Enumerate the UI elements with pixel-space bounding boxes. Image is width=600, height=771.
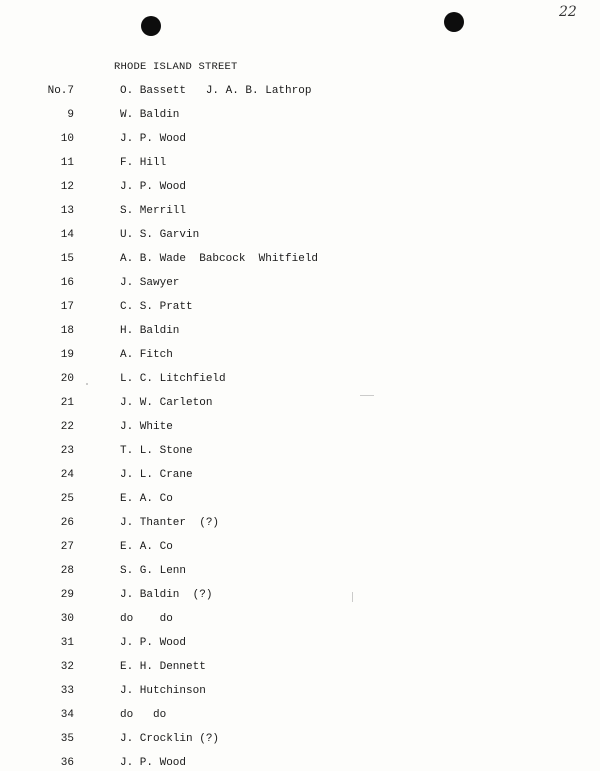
- house-number: 18: [60, 325, 74, 337]
- house-number: 9: [67, 109, 74, 121]
- house-number: 28: [60, 565, 74, 577]
- resident-name: J. P. Wood: [120, 181, 187, 193]
- resident-name: J. W. Carleton: [120, 397, 213, 409]
- list-item: [0, 252, 600, 276]
- house-number: 17: [60, 301, 74, 313]
- paper-speck: [86, 383, 88, 385]
- page-number: 22: [559, 4, 577, 20]
- punch-hole-left: [141, 16, 161, 36]
- list-item: [0, 156, 600, 180]
- resident-name: T. L. Stone: [120, 445, 193, 457]
- house-number: 13: [60, 205, 74, 217]
- resident-name: A. B. Wade Babcock Whitfield: [120, 253, 319, 265]
- house-number: 27: [60, 541, 74, 553]
- resident-name: J. Crocklin (?): [120, 733, 220, 745]
- list-item: [0, 84, 600, 108]
- street-heading: RHODE ISLAND STREET: [114, 61, 238, 73]
- resident-name: J. P. Wood: [120, 757, 187, 769]
- list-item: [0, 516, 600, 540]
- house-number: 31: [60, 637, 74, 649]
- paper-speck: [360, 395, 374, 396]
- punch-hole-right: [444, 12, 464, 32]
- list-item: [0, 372, 600, 396]
- resident-name: J. P. Wood: [120, 133, 187, 145]
- house-number: 11: [60, 157, 74, 169]
- list-item: [0, 756, 600, 771]
- list-item: [0, 108, 600, 132]
- house-number: 20: [60, 373, 74, 385]
- house-number: No.7: [47, 85, 74, 97]
- house-number: 14: [60, 229, 74, 241]
- house-number: 32: [60, 661, 74, 673]
- house-number: 35: [60, 733, 74, 745]
- list-item: [0, 684, 600, 708]
- resident-name: E. H. Dennett: [120, 661, 206, 673]
- list-item: [0, 132, 600, 156]
- resident-name: F. Hill: [120, 157, 167, 169]
- resident-name: A. Fitch: [120, 349, 173, 361]
- list-item: [0, 276, 600, 300]
- list-item: [0, 180, 600, 204]
- list-item: [0, 588, 600, 612]
- resident-name: J. P. Wood: [120, 637, 187, 649]
- resident-name: do do: [120, 709, 167, 721]
- list-item: [0, 540, 600, 564]
- list-item: [0, 444, 600, 468]
- list-item: [0, 204, 600, 228]
- resident-name: C. S. Pratt: [120, 301, 193, 313]
- resident-name: J. Hutchinson: [120, 685, 206, 697]
- list-item: [0, 660, 600, 684]
- list-item: [0, 732, 600, 756]
- house-number: 25: [60, 493, 74, 505]
- house-number: 26: [60, 517, 74, 529]
- house-number: 12: [60, 181, 74, 193]
- house-number: 22: [60, 421, 74, 433]
- list-item: [0, 708, 600, 732]
- resident-name: do do: [120, 613, 173, 625]
- list-item: [0, 636, 600, 660]
- house-number: 24: [60, 469, 74, 481]
- house-number: 33: [60, 685, 74, 697]
- resident-name: U. S. Garvin: [120, 229, 200, 241]
- list-item: [0, 468, 600, 492]
- resident-name: J. Baldin (?): [120, 589, 213, 601]
- list-item: [0, 612, 600, 636]
- list-item: [0, 420, 600, 444]
- resident-name: O. Bassett J. A. B. Lathrop: [120, 85, 312, 97]
- resident-name: S. Merrill: [120, 205, 187, 217]
- house-number: 36: [60, 757, 74, 769]
- house-number: 19: [60, 349, 74, 361]
- resident-name: L. C. Litchfield: [120, 373, 226, 385]
- house-number: 30: [60, 613, 74, 625]
- list-item: [0, 324, 600, 348]
- house-number: 34: [60, 709, 74, 721]
- address-list: [0, 84, 600, 771]
- house-number: 23: [60, 445, 74, 457]
- resident-name: J. Sawyer: [120, 277, 180, 289]
- resident-name: W. Baldin: [120, 109, 180, 121]
- house-number: 29: [60, 589, 74, 601]
- list-item: [0, 300, 600, 324]
- house-number: 15: [60, 253, 74, 265]
- resident-name: E. A. Co: [120, 493, 173, 505]
- paper-speck: [352, 592, 353, 602]
- resident-name: J. Thanter (?): [120, 517, 220, 529]
- list-item: [0, 348, 600, 372]
- list-item: [0, 228, 600, 252]
- list-item: [0, 564, 600, 588]
- house-number: 21: [60, 397, 74, 409]
- resident-name: J. L. Crane: [120, 469, 193, 481]
- list-item: [0, 396, 600, 420]
- resident-name: E. A. Co: [120, 541, 173, 553]
- house-number: 16: [60, 277, 74, 289]
- resident-name: H. Baldin: [120, 325, 180, 337]
- resident-name: S. G. Lenn: [120, 565, 187, 577]
- house-number: 10: [60, 133, 74, 145]
- resident-name: J. White: [120, 421, 173, 433]
- list-item: [0, 492, 600, 516]
